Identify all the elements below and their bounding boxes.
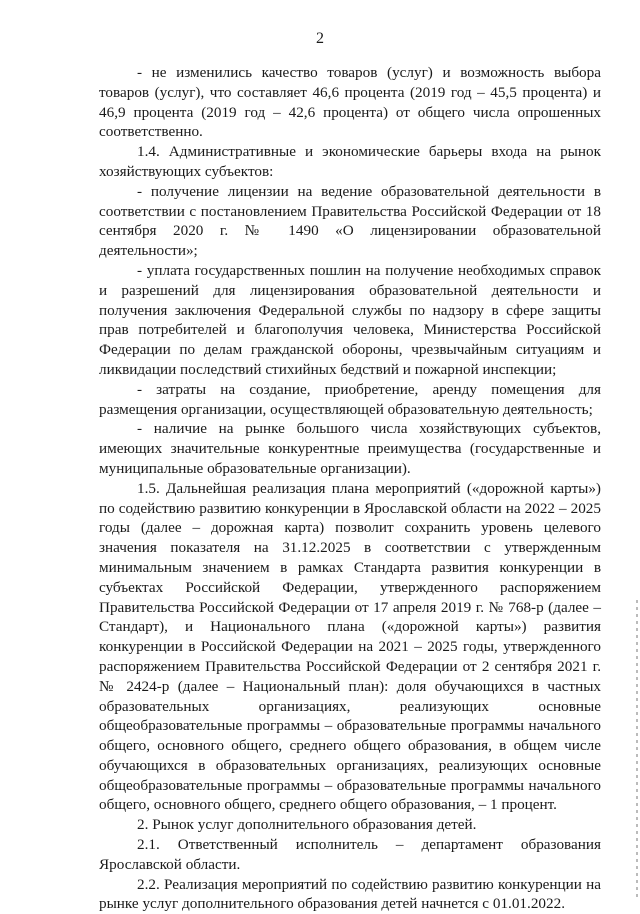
paragraph-roadmap: 1.5. Дальнейшая реализация плана мероприятий («дорожной карты») по содействию развитию конкуренции в Ярославской области на 2022 – 2025 годы (далее – дорожная карта) позволит сохранить уровень целевого значения показателя на 31.12.2025 в соответствии с утвержденным минимальным значением в рамках Стандарта развития конкуренции в субъектах Российской Федерации, утвержденного распоряжением Правительства Российской Федерации от 17 апреля 2019 г. № 768-р (далее – Стандарт), и Национального плана («дорожной карты») развития конкуренции в Российской Федерации на 2021 – 2025 годы, утвержденного распоряжением Правительства Российской Федерации от 2 сентября 2021 г. № 2424-р (далее – Национальный план): доля обучающихся в частных образовательных организациях, реализующих основные общеобразовательные программы – образовательные программы начального общего, основного общего, среднего общего образования, в общем числе обучающихся в образовательных организациях, реализующих основные общеобразовательные программы – образовательные программы начального общего, основного общего, среднего общего образования, – 1 процент. — [99, 479, 601, 814]
paragraph-premises-costs: - затраты на создание, приобретение, аренду помещения для размещения организации, осуществляющей образовательную деятельность; — [99, 380, 601, 418]
page-number: 2 — [316, 30, 324, 47]
paragraph-competitors: - наличие на рынке большого числа хозяйствующих субъектов, имеющих значительные конкурентные преимущества (государственные и муниципальные образовательные организации). — [99, 420, 601, 477]
document-body — [99, 63, 601, 914]
paragraph-unchanged-quality: - не изменились качество товаров (услуг) и возможность выбора товаров (услуг), что составляет 46,6 процента (2019 год – 45,5 процента) и 46,9 процента (2019 год – 42,6 процента) от общего числа опрошенных соответственно. — [99, 64, 601, 141]
paragraph-state-fees: - уплата государственных пошлин на получение необходимых справок и разрешений для лицензирования образовательной деятельности и получения заключения Федеральной службы по надзору в сфере защиты прав потребителей и благополучия человека, Министерства Российской Федерации по делам гражданской обороны, чрезвычайным ситуациям и ликвидации последствий стихийных бедствий и пожарной инспекции; — [99, 261, 601, 378]
scan-edge-mark — [636, 600, 638, 900]
paragraph-barriers-heading: 1.4. Административные и экономические барьеры входа на рынок хозяйствующих субъектов: — [99, 143, 601, 180]
paragraph-implementation-start: 2.2. Реализация мероприятий по содействию развитию конкуренции на рынке услуг дополнительного образования детей начнется с 01.01.2022. — [99, 875, 601, 913]
paragraph-license: - получение лицензии на ведение образовательной деятельности в соответствии с постановлением Правительства Российской Федерации от 18 сентября 2020 г. № 1490 «О лицензировании образовательной деятельности»; — [99, 182, 601, 260]
paragraph-responsible-executor: 2.1. Ответственный исполнитель – департамент образования Ярославской области. — [99, 836, 601, 873]
paragraph-market-additional-education: 2. Рынок услуг дополнительного образования детей. — [137, 816, 477, 834]
